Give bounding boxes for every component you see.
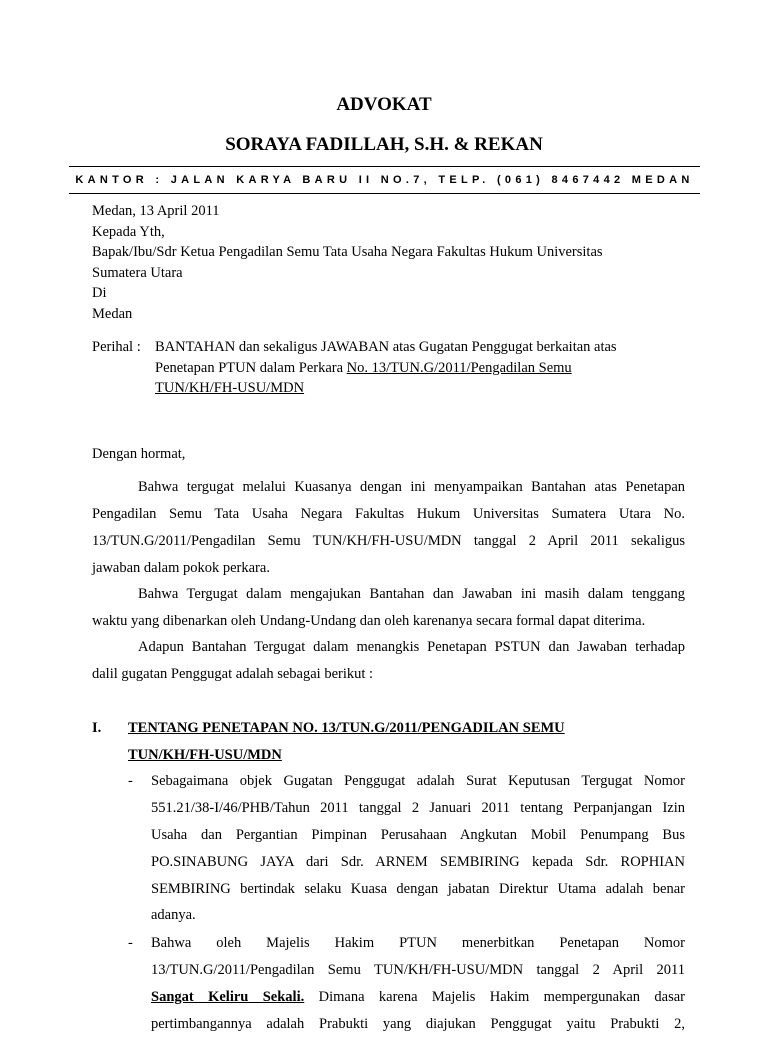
recipient-line-1: Bapak/Ibu/Sdr Ketua Pengadilan Semu Tata Usaha Negara Fakultas Hukum Universitas bbox=[92, 244, 603, 260]
bullet-text bbox=[151, 930, 685, 1038]
recipient-city: Medan bbox=[92, 305, 133, 322]
paragraph-line: Adapun Bantahan Tergugat dalam menangkis Penetapan PSTUN dan Jawaban terhadap bbox=[138, 639, 685, 655]
subject-line-2 bbox=[155, 358, 675, 379]
emphasis-text: Sangat Keliru Sekali. bbox=[151, 988, 305, 1005]
paragraph-line: Pengadilan Semu Tata Usaha Negara Fakultas Hukum Universitas Sumatera Utara No. bbox=[92, 505, 685, 522]
case-number: No. 13/TUN.G/2011/Pengadilan Semu bbox=[346, 359, 572, 376]
bullet-line: PO.SINABUNG JAYA dari Sdr. ARNEM SEMBIRING kepada Sdr. ROPHIAN bbox=[151, 853, 685, 870]
office-address: KANTOR : JALAN KARYA BARU II NO.7, TELP. (061) 8467442 MEDAN bbox=[75, 174, 694, 186]
subject-line-1: BANTAHAN dan sekaligus JAWABAN atas Gugatan Penggugat berkaitan atas bbox=[155, 339, 617, 355]
bullet-line-rest: Dimana karena Majelis Hakim mempergunakan dasar bbox=[304, 988, 685, 1005]
bullet-line: SEMBIRING bertindak selaku Kuasa dengan jabatan Direktur Utama adalah benar bbox=[151, 880, 685, 897]
bullet-dash: - bbox=[128, 935, 133, 951]
paragraph-line: waktu yang dibenarkan oleh Undang-Undang dan oleh karenanya secara formal dapat diterima. bbox=[92, 612, 646, 629]
bullet-line: Sebagaimana objek Gugatan Penggugat adalah Surat Keputusan Tergugat Nomor bbox=[151, 773, 685, 789]
paragraph-1 bbox=[92, 474, 685, 582]
bullet-dash: - bbox=[128, 773, 133, 789]
subject-label: Perihal : bbox=[92, 339, 141, 355]
letterhead-title: ADVOKAT bbox=[336, 94, 432, 115]
recipient-di: Di bbox=[92, 285, 107, 301]
place-date: Medan, 13 April 2011 bbox=[92, 203, 220, 219]
recipient-line-2: Sumatera Utara bbox=[92, 264, 183, 281]
section-title bbox=[128, 715, 565, 769]
bullet-line bbox=[151, 984, 685, 1011]
section-title-line-2: TUN/KH/FH-USU/MDN bbox=[128, 746, 282, 763]
bullet-line: Usaha dan Pergantian Pimpinan Perusahaan Angkutan Mobil Penumpang Bus bbox=[151, 826, 685, 843]
bullet-text bbox=[151, 768, 685, 929]
paragraph-line: dalil gugatan Penggugat adalah sebagai berikut : bbox=[92, 665, 374, 682]
bullet-line: 551.21/38-I/46/PHB/Tahun 2011 tanggal 2 Januari 2011 tentang Perpanjangan Izin bbox=[151, 799, 685, 816]
section-title-line-1: TENTANG PENETAPAN NO. 13/TUN.G/2011/PENGADILAN SEMU bbox=[128, 720, 565, 736]
paragraph-line: Bahwa Tergugat dalam mengajukan Bantahan dan Jawaban ini masih dalam tenggang bbox=[138, 586, 685, 602]
paragraph-line: jawaban dalam pokok perkara. bbox=[92, 559, 270, 576]
header-rule-top bbox=[69, 166, 700, 167]
paragraph-2 bbox=[92, 581, 685, 635]
bullet-line: Bahwa oleh Majelis Hakim PTUN menerbitkan Penetapan Nomor bbox=[151, 935, 685, 951]
bullet-line: 13/TUN.G/2011/Pengadilan Semu TUN/KH/FH-USU/MDN tanggal 2 April 2011 bbox=[151, 961, 685, 978]
greeting: Dengan hormat, bbox=[92, 446, 186, 462]
recipient-block bbox=[92, 201, 692, 324]
subject-line-2-plain: Penetapan PTUN dalam Perkara bbox=[155, 359, 347, 376]
header-rule-bottom bbox=[69, 193, 700, 194]
bullet-line: adanya. bbox=[151, 907, 196, 924]
paragraph-line: Bahwa tergugat melalui Kuasanya dengan ini menyampaikan Bantahan atas Penetapan bbox=[138, 479, 685, 495]
firm-name: SORAYA FADILLAH, S.H. & REKAN bbox=[225, 134, 543, 155]
paragraph-line: 13/TUN.G/2011/Pengadilan Semu TUN/KH/FH-USU/MDN tanggal 2 April 2011 sekaligus bbox=[92, 532, 685, 549]
case-number-cont: TUN/KH/FH-USU/MDN bbox=[155, 380, 305, 396]
salutation-to: Kepada Yth, bbox=[92, 223, 165, 240]
section-number: I. bbox=[92, 720, 102, 736]
paragraph-3 bbox=[92, 634, 685, 688]
subject-line-3 bbox=[155, 378, 675, 399]
subject-text bbox=[155, 337, 675, 399]
bullet-line: pertimbangannya adalah Prabukti yang diajukan Penggugat yaitu Prabukti 2, bbox=[151, 1015, 685, 1032]
